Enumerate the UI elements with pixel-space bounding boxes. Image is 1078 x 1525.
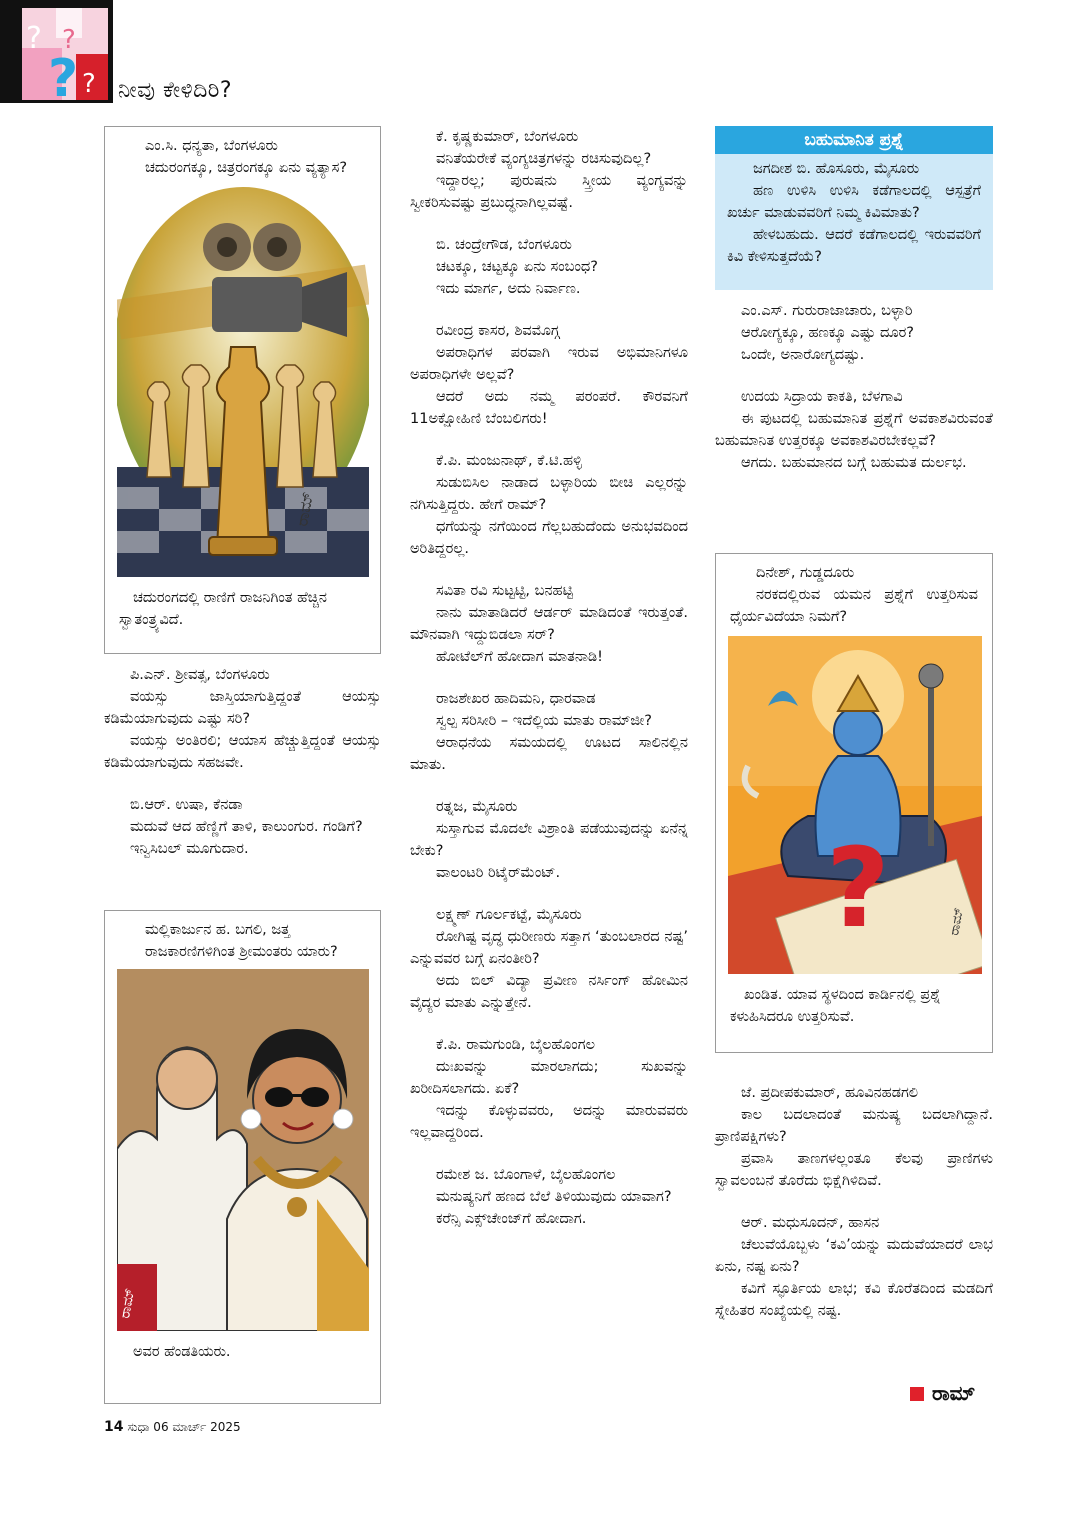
answer-text: ಕರೆನ್ಸಿ ಎಕ್ಸ್‌ಚೇಂಜ್‌ಗೆ ಹೋದಾಗ. [436, 1211, 587, 1227]
qa-entry [410, 796, 688, 884]
qa-entry [715, 1082, 993, 1192]
asker-name: ಜಗದೀಶ ಬಿ. ಹೊಸೂರು, ಮೈಸೂರು [753, 161, 920, 177]
author-signature [910, 1381, 975, 1405]
answer-text: ಹೇಳಬಹುದು. ಆದರೆ ಕಡೆಗಾಲದಲ್ಲಿ ಇರುವವರಿಗೆ ಕಿವಿ ಕೇಳಿಸುತ್ತದೆಯೆ? [727, 227, 981, 265]
question-mark-logo [22, 8, 108, 100]
answer-text: ಹೋಟೆಲ್‌ಗೆ ಹೋದಾಗ ಮಾತನಾಡಿ! [436, 649, 603, 665]
question-text: ನರಕದಲ್ಲಿರುವ ಯಮನ ಪ್ರಶ್ನೆಗೆ ಉತ್ತರಿಸುವ ಧೈರ್ಯವಿದೆಯಾ ನಿಮಗೆ? [730, 587, 978, 625]
asker-name: ಜೆ. ಪ್ರದೀಪಕುಮಾರ್, ಹೂವಿನಹಡಗಲಿ [741, 1085, 919, 1101]
asker-name: ಕೆ.ಪಿ. ಮಂಜುನಾಥ್, ಕೆ.ಟಿ.ಹಳ್ಳಿ [436, 453, 582, 469]
qa-entry [410, 580, 688, 668]
red-square-icon [910, 1387, 924, 1401]
column3-entries-lower [715, 1082, 993, 1342]
question-text: ಅಪರಾಧಿಗಳ ಪರವಾಗಿ ಇರುವ ಅಭಿಮಾನಿಗಳೂ ಅಪರಾಧಿಗಳೇ ಅಲ್ಲವೆ? [410, 345, 688, 383]
question-text: ದುಃಖವನ್ನು ಮಾರಲಾಗದು; ಸುಖವನ್ನು ಖರೀದಿಸಲಾಗದು. ಏಕೆ? [410, 1059, 688, 1097]
qa-entry [410, 904, 688, 1014]
question-text: ಮನುಷ್ಯನಿಗೆ ಹಣದ ಬೆಲೆ ತಿಳಿಯುವುದು ಯಾವಾಗ? [436, 1189, 672, 1205]
answer-text: ಇದು ಮಾರ್ಗ, ಅದು ನಿರ್ವಾಣ. [436, 281, 581, 297]
answer-text: ಪ್ರವಾಸಿ ತಾಣಗಳಲ್ಲಂತೂ ಕೆಲವು ಪ್ರಾಣಿಗಳು ಸ್ವಾವಲಂಬನೆ ತೊರೆದು ಭಿಕ್ಷೆಗಿಳಿದಿವೆ. [715, 1151, 993, 1189]
question-text: ಆರೋಗ್ಯಕ್ಕೂ, ಹಣಕ್ಕೂ ಎಷ್ಟು ದೂರ? [741, 325, 914, 341]
asker-name: ಕೆ.ಪಿ. ರಾಮಗುಂಡಿ, ಬೈಲಹೊಂಗಲ [436, 1037, 595, 1053]
qa-entry [410, 450, 688, 560]
svg-text:ರಾಮ್: ರಾಮ್ [947, 906, 967, 937]
asker-name: ಸವಿತಾ ರವಿ ಸುಟ್ಟಟ್ಟಿ, ಬನಹಟ್ಟಿ [436, 583, 574, 599]
answer-text: ಇದನ್ನು ಕೊಳ್ಳುವವರು, ಅದನ್ನು ಮಾರುವವರು ಇಲ್ಲವಾದ್ದರಿಂದ. [410, 1103, 688, 1141]
asker-name: ದಿನೇಶ್, ಗುಡ್ಡದೂರು [756, 565, 855, 581]
qa-entry [410, 688, 688, 776]
svg-text:ರಾಮ್: ರಾಮ್ [117, 1287, 139, 1320]
question-text: ನಾನು ಮಾತಾಡಿದರೆ ಆರ್ಡರ್ ಮಾಡಿದಂತೆ ಇರುತ್ತಂತೆ. ಮೌನವಾಗಿ ಇದ್ದುಬಿಡಲಾ ಸರ್? [410, 605, 688, 643]
caption: ಅವರ ಹೆಂಡತಿಯರು. [133, 1344, 231, 1360]
question-text: ವಯಸ್ಸು ಜಾಸ್ತಿಯಾಗುತ್ತಿದ್ದಂತೆ ಆಯಸ್ಸು ಕಡಿಮೆಯಾಗುವುದು ಎಷ್ಟು ಸರಿ? [104, 689, 381, 727]
asker-name: ಬಿ.ಆರ್. ಉಷಾ, ಕೆನಡಾ [130, 797, 243, 813]
qa-entry [104, 794, 381, 860]
caption: ಖಂಡಿತ. ಯಾವ ಸ್ಥಳದಿಂದ ಕಾರ್ಡಿನಲ್ಲಿ ಪ್ರಶ್ನೆ ಕಳುಹಿಸಿದರೂ ಉತ್ತರಿಸುವೆ. [730, 987, 941, 1025]
qa-box-yama [715, 553, 993, 1053]
asker-name: ಎಂ.ಸಿ. ಧನ್ಯತಾ, ಬೆಂಗಳೂರು [145, 138, 278, 154]
qa-entry [410, 1034, 688, 1144]
column2-entries [410, 126, 688, 1250]
qa-entry [715, 386, 993, 474]
svg-text:ರಾಮ್: ರಾಮ್ [292, 490, 317, 528]
qa-entry [715, 1212, 993, 1322]
qa-entry [410, 126, 688, 214]
qa-entry [410, 234, 688, 300]
question-text: ಮದುವೆ ಆದ ಹೆಣ್ಣಿಗೆ ತಾಳಿ, ಕಾಲುಂಗುರ. ಗಂಡಿಗೆ? [130, 819, 363, 835]
asker-name: ಆರ್. ಮಧುಸೂದನ್, ಹಾಸನ [741, 1215, 880, 1231]
answer-text: ಧಗೆಯನ್ನು ನಗೆಯಿಂದ ಗೆಲ್ಲಬಹುದೆಂದು ಅನುಭವದಿಂದ ಅರಿತಿದ್ದರಲ್ಲ. [410, 519, 688, 557]
question-text: ಚೆಲುವೆಯೊಬ್ಬಳು ‘ಕವಿ’ಯನ್ನು ಮದುವೆಯಾದರೆ ಲಾಭ ಏನು, ನಷ್ಟ ಏನು? [715, 1237, 993, 1275]
question-text: ಕಾಲ ಬದಲಾದಂತೆ ಮನುಷ್ಯ ಬದಲಾಗಿದ್ದಾನೆ. ಪ್ರಾಣಿಪಕ್ಷಿಗಳು? [715, 1107, 993, 1145]
qa-box-politician [104, 910, 381, 1404]
yama-illustration [728, 636, 982, 974]
prize-question-heading: ಬಹುಮಾನಿತ ಪ್ರಶ್ನೆ [715, 126, 993, 154]
asker-name: ರತ್ನಜ, ಮೈಸೂರು [436, 799, 518, 815]
svg-text:?: ? [826, 824, 890, 952]
qa-entry [715, 300, 993, 366]
page-number: 14 [104, 1419, 124, 1435]
asker-name: ಕೆ. ಕೃಷ್ಣಕುಮಾರ್, ಬೆಂಗಳೂರು [436, 129, 579, 145]
asker-name: ಮಲ್ಲಿಕಾರ್ಜುನ ಹ. ಬಗಲಿ, ಜತ್ತ [145, 922, 290, 938]
question-text: ರೋಗಿಷ್ಟ ವೃದ್ಧ ಧುರೀಣರು ಸತ್ತಾಗ ‘ತುಂಬಲಾರದ ನಷ್ಟ’ ಎನ್ನುವವರ ಬಗ್ಗೆ ಏನಂತೀರಿ? [410, 929, 688, 967]
svg-text:?: ? [62, 25, 76, 55]
qa-box-chess [104, 126, 381, 654]
caption: ಚದುರಂಗದಲ್ಲಿ ರಾಣಿಗೆ ರಾಜನಿಗಿಂತ ಹೆಚ್ಚಿನ ಸ್ವಾತಂತ್ರ್ಯವಿದೆ. [119, 590, 327, 628]
page-title: ನೀವು ಕೇಳಿದಿರಿ? [118, 78, 233, 103]
answer-text: ಆದರೆ ಅದು ನಮ್ಮ ಪರಂಪರೆ. ಕೌರವನಿಗೆ 11ಅಕ್ಷೋಹಿಣಿ ಬೆಂಬಲಿಗರು! [410, 389, 688, 427]
question-text: ರಾಜಕಾರಣಿಗಳಿಗಿಂತ ಶ್ರೀಮಂತರು ಯಾರು? [145, 944, 338, 960]
answer-text: ವಾಲಂಟರಿ ರಿಟೈರ್‌ಮೆಂಟ್. [436, 865, 561, 881]
asker-name: ಉದಯ ಸಿದ್ರಾಯ ಕಾಕತಿ, ಬೆಳಗಾವಿ [741, 389, 903, 405]
question-text: ಚಟಕ್ಕೂ, ಚಟ್ಟಕ್ಕೂ ಏನು ಸಂಬಂಧ? [436, 259, 598, 275]
answer-text: ಆರಾಧನೆಯ ಸಮಯದಲ್ಲಿ ಊಟದ ಸಾಲಿನಲ್ಲಿನ ಮಾತು. [410, 735, 688, 773]
answer-text: ವಯಸ್ಸು ಅಂತಿರಲಿ; ಆಯಾಸ ಹೆಚ್ಚುತ್ತಿದ್ದಂತೆ ಆಯಸ್ಸು ಕಡಿಮೆಯಾಗುವುದು ಸಹಜವೇ. [104, 733, 381, 771]
question-text: ವನಿತೆಯರೇಕೆ ವ್ಯಂಗ್ಯಚಿತ್ರಗಳನ್ನು ರಚಿಸುವುದಿಲ್ಲ? [436, 151, 652, 167]
answer-text: ಆಗದು. ಬಹುಮಾನದ ಬಗ್ಗೆ ಬಹುಮತ ದುರ್ಲಭ. [741, 455, 967, 471]
asker-name: ಎಂ.ಎಸ್. ಗುರುರಾಜಾಚಾರು, ಬಳ್ಳಾರಿ [741, 303, 913, 319]
page-footer [104, 1419, 241, 1435]
chess-camera-illustration [117, 187, 369, 577]
asker-name: ಪಿ.ಎನ್. ಶ್ರೀವತ್ಸ, ಬೆಂಗಳೂರು [130, 667, 270, 683]
answer-text: ಒಂದೇ, ಅನಾರೋಗ್ಯದಷ್ಟು. [741, 347, 865, 363]
prize-question-box [715, 126, 993, 290]
qa-entry [410, 320, 688, 430]
svg-text:?: ? [26, 21, 42, 56]
author-name: ರಾಮ್ [932, 1381, 976, 1405]
politician-wife-illustration [117, 969, 369, 1331]
asker-name: ಬಿ. ಚಂದ್ರೇಗೌಡ, ಬೆಂಗಳೂರು [436, 237, 572, 253]
answer-text: ಅದು ಬಿಲ್ ವಿದ್ಯಾ ಪ್ರವೀಣ ನರ್ಸಿಂಗ್ ಹೋಮಿನ ವೈದ್ಯರ ಮಾತು ಎನ್ನುತ್ತೇನೆ. [410, 973, 688, 1011]
asker-name: ರಾಜಶೇಖರ ಹಾದಿಮನಿ, ಧಾರವಾಡ [436, 691, 596, 707]
svg-text:?: ? [48, 49, 79, 100]
question-text: ಸ್ವಲ್ಪ ಸರಿಸೀರಿ – ಇದೆಲ್ಲಿಯ ಮಾತು ರಾಮ್‌ಜೀ? [436, 713, 652, 729]
svg-text:?: ? [82, 69, 96, 99]
question-text: ಚದುರಂಗಕ್ಕೂ, ಚಿತ್ರರಂಗಕ್ಕೂ ಏನು ವ್ಯತ್ಯಾಸ? [145, 160, 348, 176]
asker-name: ರವೀಂದ್ರ ಕಾಸರ, ಶಿವಮೊಗ್ಗ [436, 323, 560, 339]
qa-entry [410, 1164, 688, 1230]
asker-name: ರಮೇಶ ಜ. ಬೊಂಗಾಳೆ, ಬೈಲಹೊಂಗಲ [436, 1167, 616, 1183]
column3-entries [715, 300, 993, 494]
question-text: ಸುಡುಬಿಸಿಲ ನಾಡಾದ ಬಳ್ಳಾರಿಯ ಬೀಚಿ ಎಲ್ಲರನ್ನು ನಗಿಸುತ್ತಿದ್ದರು. ಹೇಗೆ ರಾಮ್? [410, 475, 688, 513]
answer-text: ಇದ್ದಾರಲ್ಲ; ಪುರುಷನು ಸ್ತ್ರೀಯ ವ್ಯಂಗ್ಯವನ್ನು ಸ್ವೀಕರಿಸುವಷ್ಟು ಪ್ರಬುದ್ಧನಾಗಿಲ್ಲವಷ್ಟೆ. [410, 173, 688, 211]
footer-text: ಸುಧಾ 06 ಮಾರ್ಚ್ 2025 [127, 1420, 241, 1434]
answer-text: ಕವಿಗೆ ಸ್ಫೂರ್ತಿಯ ಲಾಭ; ಕವಿ ಕೊರೆತದಿಂದ ಮಡದಿಗೆ ಸ್ನೇಹಿತರ ಸಂಖ್ಯೆಯಲ್ಲಿ ನಷ್ಟ. [715, 1281, 993, 1319]
answer-text: ಇನ್ವಿಸಿಬಲ್ ಮೂಗುದಾರ. [130, 841, 249, 857]
question-text: ಈ ಪುಟದಲ್ಲಿ ಬಹುಮಾನಿತ ಪ್ರಶ್ನೆಗೆ ಅವಕಾಶವಿರುವಂತೆ ಬಹುಮಾನಿತ ಉತ್ತರಕ್ಕೂ ಅವಕಾಶವಿರಬೇಕಲ್ಲವೆ? [715, 411, 993, 449]
asker-name: ಲಕ್ಷ್ಮಣ್ ಗೂರ್ಲಕಟ್ಟೆ, ಮೈಸೂರು [436, 907, 582, 923]
question-text: ಸುಸ್ತಾಗುವ ಮೊದಲೇ ವಿಶ್ರಾಂತಿ ಪಡೆಯುವುದನ್ನು ಏನೆನ್ನ ಬೇಕು? [410, 821, 688, 859]
column1-entries [104, 664, 381, 880]
question-text: ಹಣ ಉಳಿಸಿ ಉಳಿಸಿ ಕಡೆಗಾಲದಲ್ಲಿ ಆಸ್ಪತ್ರೆಗೆ ಖರ್ಚು ಮಾಡುವವರಿಗೆ ನಿಮ್ಮ ಕಿವಿಮಾತು? [727, 183, 981, 221]
qa-entry [104, 664, 381, 774]
